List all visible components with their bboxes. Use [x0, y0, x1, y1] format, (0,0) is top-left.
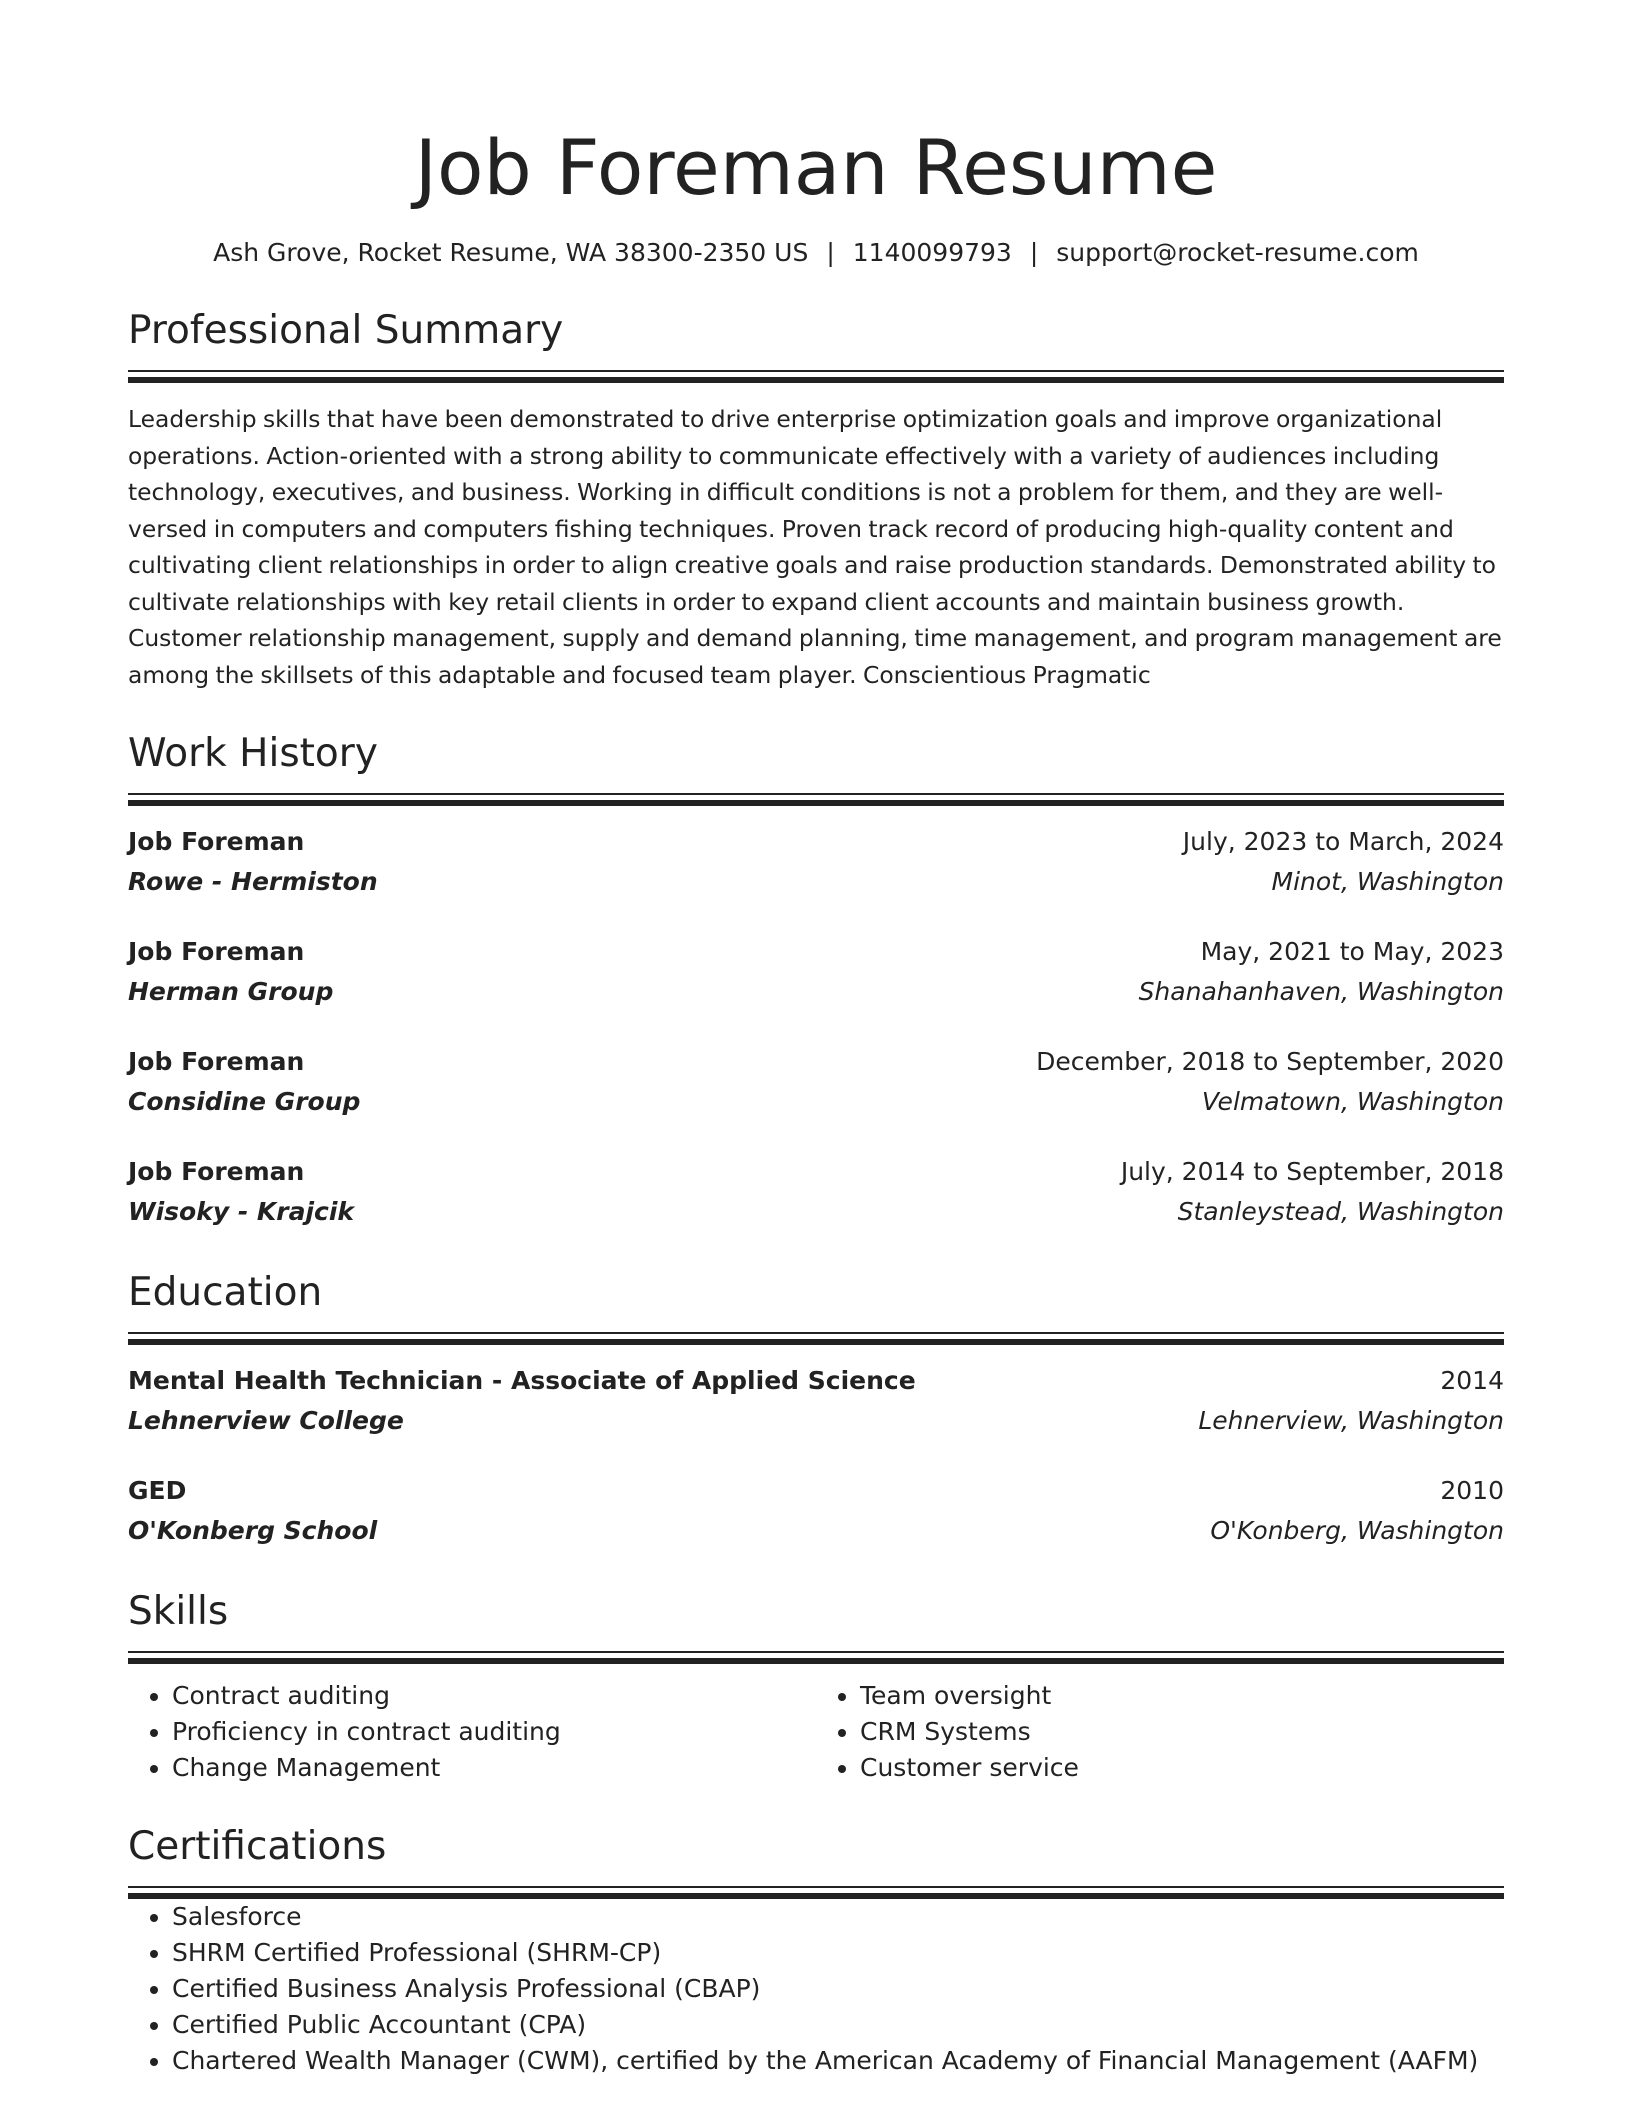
skills-list-right	[816, 1678, 1504, 1786]
section-divider	[128, 1651, 1504, 1664]
certification-item: • SHRM Certified Professional (SHRM-CP)	[172, 1935, 1504, 1971]
education-section	[128, 1268, 1504, 1551]
contact-separator: |	[826, 238, 835, 267]
education-entries	[128, 1361, 1504, 1551]
contact-email[interactable]: support@rocket-resume.com	[1056, 238, 1419, 267]
skill-item: • Contract auditing	[172, 1678, 816, 1714]
section-heading-summary: Professional Summary	[128, 308, 564, 353]
graduation-year: 2014	[1440, 1366, 1504, 1395]
contact-phone: 1140099793	[852, 238, 1012, 267]
job-dates: July, 2023 to March, 2024	[1182, 827, 1504, 856]
education-entry	[128, 1471, 1504, 1551]
job-location: Velmatown, Washington	[1201, 1087, 1504, 1116]
work-entry	[128, 822, 1504, 902]
skill-item: • CRM Systems	[860, 1714, 1504, 1750]
certification-item: • Salesforce	[172, 1899, 1504, 1935]
summary-text: Leadership skills that have been demonstrated to drive enterprise optimization goals and improve organizational operations. Action-oriented with a strong ability to communicate effectively with a variety of audiences including technology, executives, and business. Working in difficult conditions is not a problem for them, and they are well-versed in computers and computers fishing techniques. Proven track record of producing high-quality content and cultivating client relationships in order to align creative goals and raise production standards. Demonstrated ability to cultivate relationships with key retail clients in order to expand client accounts and maintain business growth. Customer relationship management, supply and demand planning, time management, and program management are among the skillsets of this adaptable and focused team player. Conscientious Pragmatic	[128, 405, 1502, 689]
skill-item: • Change Management	[172, 1750, 816, 1786]
school-location: Lehnerview, Washington	[1198, 1406, 1504, 1435]
education-entry	[128, 1361, 1504, 1441]
job-dates: May, 2021 to May, 2023	[1200, 937, 1504, 966]
work-entries	[128, 822, 1504, 1232]
job-company: Considine Group	[128, 1087, 361, 1116]
job-company: Wisoky - Krajcik	[128, 1197, 355, 1226]
job-location: Stanleystead, Washington	[1177, 1197, 1504, 1226]
degree-name: Mental Health Technician - Associate of Applied Science	[128, 1366, 916, 1395]
section-divider	[128, 793, 1504, 806]
job-title: Job Foreman	[128, 1157, 305, 1186]
job-dates: December, 2018 to September, 2020	[1036, 1047, 1504, 1076]
work-entry	[128, 1152, 1504, 1232]
resume-title: Job Foreman Resume	[414, 123, 1218, 212]
work-entry	[128, 932, 1504, 1012]
graduation-year: 2010	[1440, 1476, 1504, 1505]
school-name: Lehnerview College	[128, 1406, 404, 1435]
skills-columns	[128, 1678, 1504, 1786]
school-location: O'Konberg, Washington	[1210, 1516, 1504, 1545]
job-location: Minot, Washington	[1271, 867, 1504, 896]
work-history-section	[128, 729, 1504, 1232]
skill-item: • Customer service	[860, 1750, 1504, 1786]
contact-line	[128, 236, 1504, 270]
certifications-list	[128, 1899, 1504, 2079]
skills-list-left	[128, 1678, 816, 1786]
job-title: Job Foreman	[128, 827, 305, 856]
skill-item: • Team oversight	[860, 1678, 1504, 1714]
section-heading-education: Education	[128, 1270, 323, 1315]
work-entry	[128, 1042, 1504, 1122]
section-heading-skills: Skills	[128, 1589, 229, 1634]
section-divider	[128, 1886, 1504, 1899]
job-company: Herman Group	[128, 977, 334, 1006]
skills-section	[128, 1587, 1504, 1786]
section-heading-certifications: Certifications	[128, 1824, 387, 1869]
contact-address: Ash Grove, Rocket Resume, WA 38300-2350 US	[213, 238, 809, 267]
summary-section	[128, 306, 1504, 693]
section-divider	[128, 1332, 1504, 1345]
certification-item: • Chartered Wealth Manager (CWM), certified by the American Academy of Financial Management (AAFM)	[172, 2043, 1504, 2079]
certification-item: • Certified Public Accountant (CPA)	[172, 2007, 1504, 2043]
certifications-section	[128, 1822, 1504, 2079]
job-dates: July, 2014 to September, 2018	[1120, 1157, 1504, 1186]
section-divider	[128, 370, 1504, 383]
contact-separator: |	[1029, 238, 1039, 267]
job-title: Job Foreman	[128, 937, 305, 966]
job-title: Job Foreman	[128, 1047, 305, 1076]
job-company: Rowe - Hermiston	[128, 867, 378, 896]
skill-item: • Proficiency in contract auditing	[172, 1714, 816, 1750]
certification-item: • Certified Business Analysis Professional (CBAP)	[172, 1971, 1504, 2007]
school-name: O'Konberg School	[128, 1516, 378, 1545]
job-location: Shanahanhaven, Washington	[1138, 977, 1504, 1006]
degree-name: GED	[128, 1476, 187, 1505]
section-heading-work-history: Work History	[128, 731, 378, 776]
